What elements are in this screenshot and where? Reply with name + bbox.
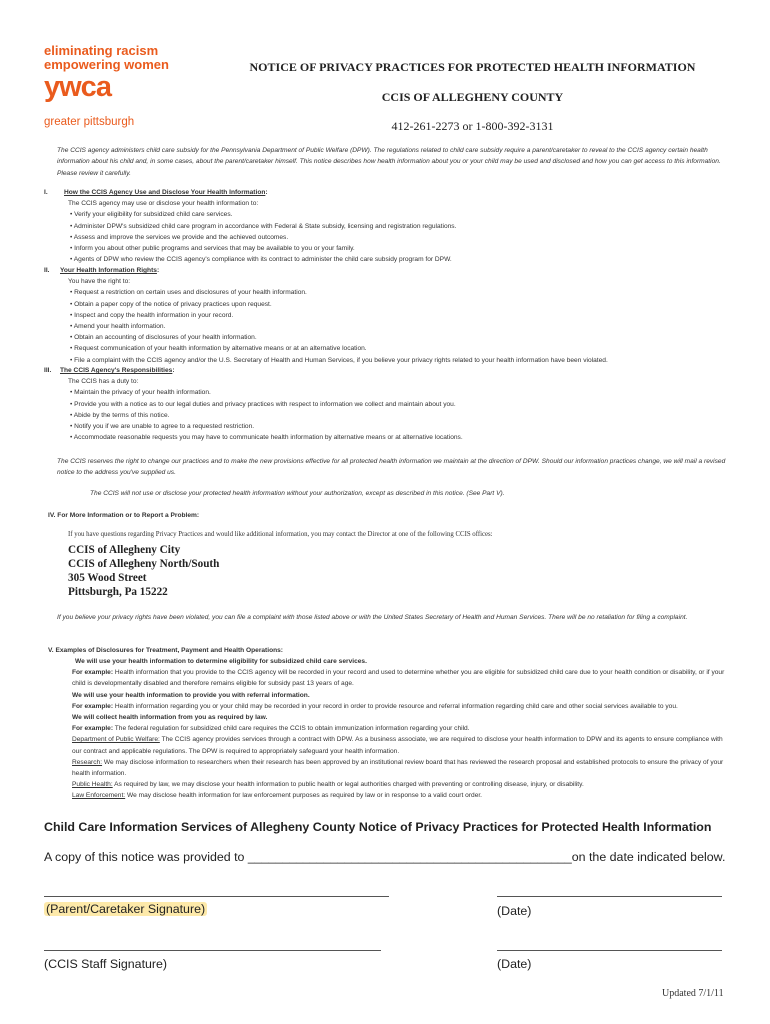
list-item: • Amend your health information. (70, 323, 166, 331)
section-2-number: II. (44, 267, 50, 274)
logo-tagline-2: empowering women (44, 57, 169, 72)
section-1-title: How the CCIS Agency Use and Disclose Your Health Information (64, 189, 266, 196)
list-item: • Verify your eligibility for subsidized child care services. (70, 211, 233, 219)
list-item: • Request communication of your health information by alternative means or at an alternative location. (70, 345, 367, 353)
list-item: • Inspect and copy the health information in your record. (70, 311, 234, 319)
list-item: • Maintain the privacy of your health information. (70, 389, 211, 397)
section-4-lead: If you have questions regarding Privacy Practices and would like additional information, you may contact the Director at one of the following CCIS offices: (68, 531, 493, 538)
updated-date: Updated 7/1/11 (662, 988, 724, 999)
address-line: CCIS of Allegheny North/South (68, 558, 220, 570)
ywca-logo (44, 44, 204, 128)
staff-date-line[interactable] (497, 950, 722, 951)
section-5-example-1: For example: Health information that you provide to the CCIS agency will be recorded in your record and used to determine whether you are eligible for subsidized child care due to your health condition or disability, or if your child is developmentally disabled and therefore remains eligible for subsidy past 13 years of age. (72, 669, 725, 688)
logo-tagline-1: eliminating racism (44, 43, 159, 58)
footer-title: Child Care Information Services of Allegheny County Notice of Privacy Practices for Protected Health Information (44, 820, 712, 834)
section-3-lead: The CCIS has a duty to: (68, 378, 139, 386)
copy-suffix: on the date indicated below. (571, 850, 726, 864)
list-item: • File a complaint with the CCIS agency and/or the U.S. Secretary of Health and Human Services, if you believe your privacy rights related to your health information have been violated. (70, 356, 608, 364)
copy-prefix: A copy of this notice was provided to (44, 850, 248, 864)
complaint-paragraph: If you believe your privacy rights have been violated, you can file a complaint with those listed above or with the United States Secretary of Health and Human Services. There will be no retaliation for filing a complaint. (57, 614, 688, 621)
list-item: • Obtain an accounting of disclosures of your health information. (70, 334, 257, 342)
address-line: 305 Wood Street (68, 572, 147, 584)
address-line: Pittsburgh, Pa 15222 (68, 586, 168, 598)
document-title: NOTICE OF PRIVACY PRACTICES FOR PROTECTED HEALTH INFORMATION (249, 60, 696, 74)
section-5-dpw: Department of Public Welfare: The CCIS agency provides services through a contract with DPW. As a business associate, we are required to disclose your health information to DPW and its agents to ensure compliance with our contract and applicable regulations. The DPW is required to appropriately safeguard your health information. (72, 736, 723, 755)
section-3: III. The CCIS Agency's Responsibilities: The CCIS has a duty to: • Maintain the privacy of your health information. • Provide you with a notice as to our legal duties and privacy practices with respect to information we collect and maintain about you. • Abide by the terms of this notice. • Notify you if we are unable to agree to a requested restriction. • Accommodate reasonable requests you may have to communicate health information by alternative means or at alternative locations. (44, 365, 734, 443)
list-item: • Obtain a paper copy of the notice of privacy practices upon request. (70, 300, 272, 308)
reserve-paragraph: The CCIS reserves the right to change our practices and to make the new provisions effective for all protected health information we maintain at the direction of DPW. Should our information practices change, we will mail a revised notice to the address you've supplied us. (57, 458, 726, 477)
no-use-paragraph: The CCIS will not use or disclose your protected health information without your authorization, except as described in this notice. (See Part V). (90, 490, 505, 497)
section-5-heading-3: We will collect health information from you as required by law. (72, 714, 268, 722)
list-item: • Accommodate reasonable requests you may have to communicate health information by alternative means or at alternative locations. (70, 434, 463, 442)
list-item: • Request a restriction on certain uses and disclosures of your health information. (70, 289, 307, 297)
list-item: • Provide you with a notice as to our legal duties and privacy practices with respect to information we collect and maintain about you. (70, 400, 456, 408)
section-5-example-2: For example: Health information regarding you or your child may be recorded in your record in order to provide resource and referral information regarding child care and other social services available to you. (72, 702, 678, 710)
section-2-title: Your Health Information Rights (60, 267, 157, 274)
phone-numbers: 412-261-2273 or 1-800-392-3131 (391, 119, 554, 133)
section-1-lead: The CCIS agency may use or disclose your health information to: (68, 200, 259, 208)
section-5-law-enforcement: Law Enforcement: We may disclose health information for law enforcement purposes as required by law or in response to a valid court order. (72, 792, 483, 800)
parent-date-label: (Date) (497, 904, 532, 918)
list-item: • Abide by the terms of this notice. (70, 411, 170, 419)
staff-signature-line[interactable] (44, 950, 381, 951)
copy-provided-line (44, 850, 725, 864)
parent-signature-label: (Parent/Caretaker Signature) (46, 902, 206, 916)
list-item: • Inform you about other public programs and services that may be available to you or your family. (70, 245, 355, 253)
section-2-lead: You have the right to: (68, 278, 131, 286)
intro-paragraph: The CCIS agency administers child care subsidy for the Pennsylvania Department of Public Welfare (DPW). The regulations related to child care subsidy require a parent/caretaker to reveal to the CCIS agency certain health information about his child and, in some cases, about the parent/caretaker himself. This notice describes how health information about you or your child may be used and disclosed and how you can get access to this information. Please review it carefully. (57, 147, 721, 177)
parent-signature-line[interactable] (44, 896, 389, 897)
address-line: CCIS of Allegheny City (68, 544, 181, 556)
staff-date-label: (Date) (497, 957, 532, 971)
section-5-heading-2: We will use your health information to provide you with referral information. (72, 691, 310, 699)
section-5-title: V. Examples of Disclosures for Treatment, Payment and Health Operations: (48, 647, 284, 654)
section-4-title: IV. For More Information or to Report a Problem: (48, 512, 200, 519)
logo-subtitle: greater pittsburgh (44, 116, 135, 128)
section-5-research: Research: We may disclose information to researchers when their research has been approved by an institutional review board that has reviewed the research proposal and established protocols to ensure the privacy of your health information. (72, 758, 724, 778)
section-5-public-health: Public Health: As required by law, we may disclose your health information to public health or legal authorities charged with preventing or controlling disease, injury, or disability. (72, 781, 584, 789)
list-item: • Notify you if we are unable to agree to a requested restriction. (70, 423, 255, 431)
section-3-title: The CCIS Agency's Responsibilities (60, 367, 173, 374)
section-5-body (72, 656, 730, 802)
staff-signature-label: (CCIS Staff Signature) (44, 957, 168, 971)
section-1-number: I. (44, 189, 48, 196)
logo-brand: ywca (44, 71, 111, 103)
list-item: • Administer DPW's subsidized child care program in accordance with Federal & State subsidy, licensing and registration regulations. (70, 222, 457, 230)
list-item: • Agents of DPW who review the CCIS agency's compliance with its contract to administer the child care subsidy program for DPW. (70, 256, 452, 264)
address-block (68, 543, 219, 599)
section-5-example-3: For example: The federal regulation for subsidized child care requires the CCIS to obtain immunization information regarding your child. (72, 725, 470, 733)
section-2: II. Your Health Information Rights: You have the right to: • Request a restriction on certain uses and disclosures of your health information. • Obtain a paper copy of the notice of privacy practices upon request. • Inspect and copy the health information in your record. • Amend your health information. • Obtain an accounting of disclosures of your health information. • Request communication of your health information by alternative means or at an alternative location. • File a complaint with the CCIS agency and/or the U.S. Secretary of Health and Human Services, if you believe your privacy rights related to your health information have been violated. (44, 265, 734, 366)
section-3-number: III. (44, 367, 52, 374)
list-item: • Assess and improve the services we provide and the achieved outcomes. (70, 233, 289, 241)
recipient-name-field[interactable]: _______________________________________________ (247, 850, 572, 864)
organization-name: CCIS OF ALLEGHENY COUNTY (381, 90, 564, 104)
parent-date-line[interactable] (497, 896, 722, 897)
section-1: I. How the CCIS Agency Use and Disclose Your Health Information: The CCIS agency may use or disclose your health information to: • Verify your eligibility for subsidized child care services. • Administer DPW's subsidized child care program in accordance with Federal & State subsidy, licensing and registration regulations. • Assess and improve the services we provide and the achieved outcomes. • Inform you about other public programs and services that may be available to you or your family. • Agents of DPW who review the CCIS agency's compliance with its contract to administer the child care subsidy program for DPW. (44, 187, 734, 265)
section-5-heading-1: We will use your health information to determine eligibility for subsidized child care services. (75, 658, 367, 665)
